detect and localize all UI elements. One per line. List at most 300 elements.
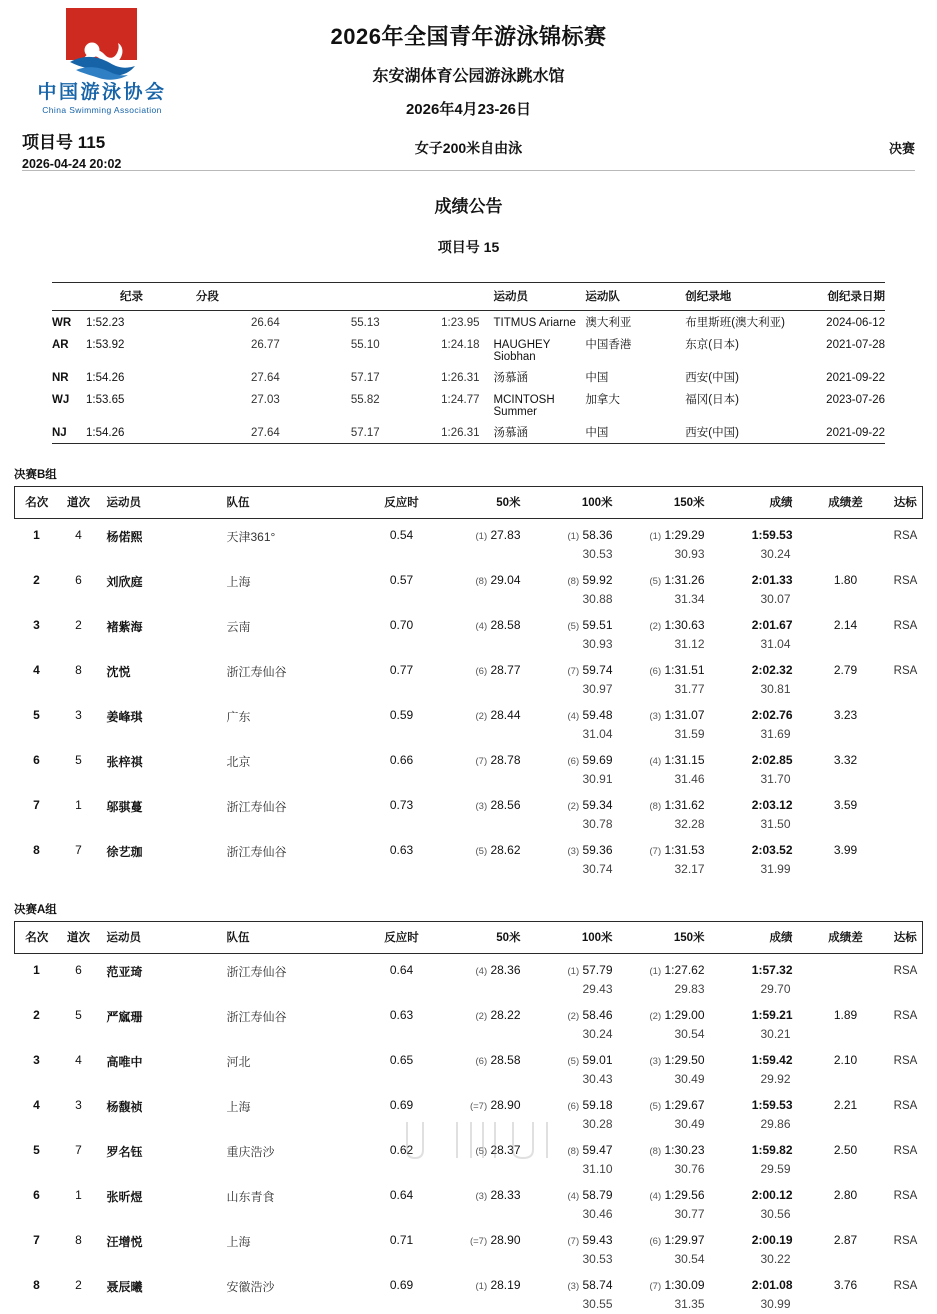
event-datetime: 2026-04-24 20:02 (22, 157, 121, 171)
result-split-100-position: (6) (568, 756, 580, 767)
result-lane: 1 (59, 789, 99, 815)
result-standard: RSA (889, 564, 923, 590)
table-row-splits (15, 1070, 923, 1089)
spacer-cell (889, 1115, 923, 1134)
result-split-150-position: (3) (650, 711, 662, 722)
result-split-100 (533, 834, 625, 860)
spacer-cell (803, 545, 889, 564)
result-split-150-value: 1:30.09 (661, 1278, 704, 1292)
result-lap-200: 31.99 (717, 860, 803, 879)
spacer-cell (445, 635, 533, 654)
spacer-cell (15, 1250, 59, 1269)
result-standard: RSA (889, 999, 923, 1025)
record-team: 中国 (585, 421, 685, 444)
result-lap-200: 30.07 (717, 590, 803, 609)
venue-name: 东安湖体育公园游泳跳水馆 (0, 63, 937, 86)
spacer-cell (15, 1205, 59, 1224)
result-standard: RSA (889, 1269, 923, 1295)
spacer-cell (889, 1070, 923, 1089)
result-final-time: 2:03.52 (717, 834, 803, 860)
notice-block (0, 192, 937, 257)
results-table-head (15, 487, 923, 519)
spacer-cell (99, 1250, 219, 1269)
results-col-standard: 达标 (889, 922, 923, 954)
spacer-cell (445, 770, 533, 789)
table-row (15, 654, 923, 680)
spacer-cell (359, 980, 445, 999)
result-standard: RSA (889, 1179, 923, 1205)
result-time-diff: 3.32 (803, 744, 889, 770)
result-final-time: 2:00.12 (717, 1179, 803, 1205)
result-rank: 8 (15, 1269, 59, 1295)
spacer-cell (99, 545, 219, 564)
result-split-150-value: 1:29.29 (661, 528, 704, 542)
results-table (14, 486, 923, 879)
result-split-100 (533, 789, 625, 815)
result-split-150 (625, 789, 717, 815)
result-split-50 (445, 744, 533, 770)
record-team: 加拿大 (585, 388, 685, 421)
spacer-cell (219, 590, 359, 609)
result-split-100-position: (8) (568, 576, 580, 587)
result-standard (889, 744, 923, 770)
result-time-diff (803, 954, 889, 981)
result-split-50-value: 28.58 (487, 1053, 520, 1067)
result-athlete: 沈悦 (99, 654, 219, 680)
result-split-50-position: (=7) (470, 1236, 487, 1247)
record-date: 2021-09-22 (785, 366, 885, 388)
spacer-cell (889, 980, 923, 999)
result-split-50 (445, 1044, 533, 1070)
table-row-splits (15, 1115, 923, 1134)
result-time-diff: 2.80 (803, 1179, 889, 1205)
records-row (52, 333, 885, 366)
result-lap-100: 30.88 (533, 590, 625, 609)
spacer-cell (99, 1115, 219, 1134)
spacer-cell (445, 980, 533, 999)
result-split-100-position: (7) (568, 666, 580, 677)
spacer-cell (803, 770, 889, 789)
result-lap-100: 30.53 (533, 1250, 625, 1269)
result-rank: 7 (15, 1224, 59, 1250)
result-reaction-time: 0.59 (359, 699, 445, 725)
record-split-50: 26.64 (186, 311, 286, 334)
result-lane: 8 (59, 654, 99, 680)
result-lap-200: 30.81 (717, 680, 803, 699)
result-split-100-value: 57.79 (579, 963, 612, 977)
spacer-cell (359, 1160, 445, 1179)
spacer-cell (445, 545, 533, 564)
records-col-key (52, 283, 86, 311)
spacer-cell (445, 590, 533, 609)
results-col-athlete: 运动员 (99, 922, 219, 954)
result-lap-150: 30.76 (625, 1160, 717, 1179)
spacer-cell (889, 770, 923, 789)
result-split-150 (625, 519, 717, 546)
result-lap-100: 30.43 (533, 1070, 625, 1089)
spacer-cell (359, 770, 445, 789)
spacer-cell (59, 1205, 99, 1224)
result-split-100-value: 58.74 (579, 1278, 612, 1292)
result-standard: RSA (889, 954, 923, 981)
result-lap-150: 31.77 (625, 680, 717, 699)
record-key: NR (52, 366, 86, 388)
result-split-50-value: 28.78 (487, 753, 520, 767)
spacer-cell (359, 725, 445, 744)
record-date: 2023-07-26 (785, 388, 885, 421)
result-split-50-value: 28.19 (487, 1278, 520, 1292)
document-header (0, 0, 937, 168)
spacer-cell (99, 1205, 219, 1224)
event-name: 女子200米自由泳 (0, 138, 937, 158)
result-final-time: 2:02.76 (717, 699, 803, 725)
result-time-diff: 2.79 (803, 654, 889, 680)
result-athlete: 张昕煜 (99, 1179, 219, 1205)
result-split-150-value: 1:31.62 (661, 798, 704, 812)
result-team: 上海 (219, 1224, 359, 1250)
result-split-150-position: (1) (650, 531, 662, 542)
result-lane: 5 (59, 999, 99, 1025)
result-team: 云南 (219, 609, 359, 635)
result-lap-100: 30.28 (533, 1115, 625, 1134)
result-reaction-time: 0.66 (359, 744, 445, 770)
result-standard (889, 834, 923, 860)
result-split-50-position: (3) (476, 801, 488, 812)
event-number: 项目号 115 (22, 128, 121, 153)
result-split-150-position: (2) (650, 1011, 662, 1022)
spacer-cell (59, 1295, 99, 1314)
result-split-50 (445, 1179, 533, 1205)
result-split-50-position: (=7) (470, 1101, 487, 1112)
record-key: AR (52, 333, 86, 366)
spacer-cell (15, 815, 59, 834)
table-row (15, 834, 923, 860)
spacer-cell (59, 1025, 99, 1044)
table-row-splits (15, 635, 923, 654)
result-standard: RSA (889, 1134, 923, 1160)
result-lap-150: 31.34 (625, 590, 717, 609)
result-split-150 (625, 699, 717, 725)
spacer-cell (359, 1115, 445, 1134)
result-lane: 3 (59, 1089, 99, 1115)
group-label: 决赛B组 (14, 466, 923, 482)
spacer-cell (15, 1115, 59, 1134)
spacer-cell (445, 1025, 533, 1044)
result-split-150 (625, 1269, 717, 1295)
spacer-cell (219, 1250, 359, 1269)
logo-english-name: China Swimming Association (22, 105, 182, 115)
spacer-cell (803, 680, 889, 699)
table-row (15, 1224, 923, 1250)
spacer-cell (803, 860, 889, 879)
record-athlete: MCINTOSH Summer (486, 388, 586, 421)
table-row-splits (15, 545, 923, 564)
records-table-body (52, 311, 885, 444)
result-lap-150: 32.28 (625, 815, 717, 834)
result-split-150-value: 1:30.23 (661, 1143, 704, 1157)
spacer-cell (889, 725, 923, 744)
result-split-50 (445, 699, 533, 725)
result-lane: 6 (59, 954, 99, 981)
result-athlete: 刘欣庭 (99, 564, 219, 590)
spacer-cell (219, 1160, 359, 1179)
results-col-m100: 100米 (533, 922, 625, 954)
result-standard (889, 699, 923, 725)
spacer-cell (15, 1070, 59, 1089)
result-split-150 (625, 564, 717, 590)
result-split-100 (533, 1224, 625, 1250)
result-lane: 4 (59, 1044, 99, 1070)
result-split-150-position: (1) (650, 966, 662, 977)
result-lap-100: 31.10 (533, 1160, 625, 1179)
spacer-cell (359, 680, 445, 699)
results-col-team: 队伍 (219, 922, 359, 954)
result-reaction-time: 0.64 (359, 954, 445, 981)
record-split-100: 57.17 (286, 421, 386, 444)
result-rank: 6 (15, 744, 59, 770)
result-athlete: 徐艺珈 (99, 834, 219, 860)
result-split-100-position: (4) (568, 1191, 580, 1202)
result-team: 天津361° (219, 519, 359, 546)
result-split-50-value: 28.77 (487, 663, 520, 677)
result-split-150-position: (6) (650, 666, 662, 677)
result-lap-100: 30.74 (533, 860, 625, 879)
result-split-150-position: (7) (650, 1281, 662, 1292)
result-lap-200: 29.86 (717, 1115, 803, 1134)
result-split-50-position: (5) (476, 1146, 488, 1157)
records-table-wrapper (52, 282, 885, 444)
result-split-150-value: 1:29.50 (661, 1053, 704, 1067)
records-col-record: 纪录 (86, 283, 186, 311)
spacer-cell (445, 1070, 533, 1089)
result-split-150-value: 1:27.62 (661, 963, 704, 977)
table-row (15, 519, 923, 546)
result-split-150-position: (5) (650, 1101, 662, 1112)
result-lane: 3 (59, 699, 99, 725)
result-split-100-value: 59.18 (579, 1098, 612, 1112)
spacer-cell (445, 815, 533, 834)
record-place: 西安(中国) (685, 421, 785, 444)
spacer-cell (445, 860, 533, 879)
spacer-cell (99, 860, 219, 879)
table-row-splits (15, 680, 923, 699)
spacer-cell (219, 1070, 359, 1089)
result-team: 上海 (219, 564, 359, 590)
table-row (15, 1179, 923, 1205)
spacer-cell (59, 1250, 99, 1269)
spacer-cell (803, 635, 889, 654)
result-athlete: 聂辰曦 (99, 1269, 219, 1295)
records-row (52, 311, 885, 334)
records-row (52, 421, 885, 444)
spacer-cell (219, 545, 359, 564)
result-lap-100: 31.04 (533, 725, 625, 744)
spacer-cell (219, 1205, 359, 1224)
result-time-diff: 1.80 (803, 564, 889, 590)
spacer-cell (15, 635, 59, 654)
record-time: 1:54.26 (86, 366, 186, 388)
result-split-100 (533, 564, 625, 590)
result-split-150 (625, 1044, 717, 1070)
results-col-diff: 成绩差 (803, 922, 889, 954)
result-split-50-value: 28.36 (487, 963, 520, 977)
result-split-50 (445, 954, 533, 981)
result-lap-200: 29.92 (717, 1070, 803, 1089)
result-split-100 (533, 999, 625, 1025)
spacer-cell (99, 1295, 219, 1314)
spacer-cell (803, 815, 889, 834)
results-col-reaction: 反应时 (359, 487, 445, 519)
spacer-cell (359, 590, 445, 609)
result-split-100-position: (5) (568, 1056, 580, 1067)
records-col-team: 运动队 (585, 283, 685, 311)
spacer-cell (15, 980, 59, 999)
result-split-100-position: (5) (568, 621, 580, 632)
spacer-cell (15, 1295, 59, 1314)
spacer-cell (889, 1250, 923, 1269)
result-lap-100: 30.24 (533, 1025, 625, 1044)
result-standard (889, 789, 923, 815)
result-final-time: 2:01.67 (717, 609, 803, 635)
result-lap-100: 30.91 (533, 770, 625, 789)
results-col-m50: 50米 (445, 487, 533, 519)
result-group (14, 901, 923, 1314)
federation-logo (22, 8, 182, 115)
result-reaction-time: 0.54 (359, 519, 445, 546)
table-row (15, 1089, 923, 1115)
record-split-100: 57.17 (286, 366, 386, 388)
spacer-cell (889, 1295, 923, 1314)
record-split-150: 1:23.95 (386, 311, 486, 334)
result-split-150 (625, 834, 717, 860)
result-split-50-value: 28.62 (487, 843, 520, 857)
table-row (15, 609, 923, 635)
records-row (52, 366, 885, 388)
result-split-150 (625, 609, 717, 635)
result-split-100-value: 59.43 (579, 1233, 612, 1247)
result-split-50-value: 28.90 (487, 1233, 520, 1247)
record-split-50: 27.64 (186, 421, 286, 444)
result-split-50 (445, 1269, 533, 1295)
result-team: 浙江寿仙谷 (219, 954, 359, 981)
result-athlete: 范亚琦 (99, 954, 219, 981)
result-split-100 (533, 609, 625, 635)
spacer-cell (359, 815, 445, 834)
result-rank: 7 (15, 789, 59, 815)
result-split-150-value: 1:29.56 (661, 1188, 704, 1202)
result-split-50 (445, 609, 533, 635)
result-rank: 1 (15, 954, 59, 981)
spacer-cell (15, 545, 59, 564)
table-row (15, 744, 923, 770)
table-row (15, 1134, 923, 1160)
result-split-50 (445, 519, 533, 546)
result-team: 浙江寿仙谷 (219, 654, 359, 680)
spacer-cell (59, 1070, 99, 1089)
spacer-cell (889, 590, 923, 609)
result-split-150 (625, 654, 717, 680)
result-split-50 (445, 789, 533, 815)
result-split-100-position: (3) (568, 846, 580, 857)
spacer-cell (889, 1025, 923, 1044)
spacer-cell (803, 1025, 889, 1044)
spacer-cell (59, 860, 99, 879)
result-split-150-position: (4) (650, 756, 662, 767)
result-split-100-position: (2) (568, 1011, 580, 1022)
result-split-50-position: (8) (476, 576, 488, 587)
result-final-time: 2:01.08 (717, 1269, 803, 1295)
result-split-50-value: 28.58 (487, 618, 520, 632)
result-split-100-position: (1) (568, 966, 580, 977)
notice-title: 成绩公告 (0, 192, 937, 217)
result-group (14, 466, 923, 879)
result-split-150-value: 1:31.53 (661, 843, 704, 857)
result-final-time: 1:59.53 (717, 519, 803, 546)
results-col-standard: 达标 (889, 487, 923, 519)
result-reaction-time: 0.73 (359, 789, 445, 815)
table-row (15, 1044, 923, 1070)
results-col-m150: 150米 (625, 922, 717, 954)
result-final-time: 1:59.53 (717, 1089, 803, 1115)
result-team: 北京 (219, 744, 359, 770)
result-split-150-value: 1:29.00 (661, 1008, 704, 1022)
result-split-100-position: (4) (568, 711, 580, 722)
results-col-lane: 道次 (59, 487, 99, 519)
table-row-splits (15, 590, 923, 609)
result-split-50-value: 28.37 (487, 1143, 520, 1157)
result-lane: 4 (59, 519, 99, 546)
result-lane: 2 (59, 609, 99, 635)
result-split-50 (445, 834, 533, 860)
record-team: 澳大利亚 (585, 311, 685, 334)
spacer-cell (59, 590, 99, 609)
result-split-150-position: (3) (650, 1056, 662, 1067)
result-split-100-position: (2) (568, 801, 580, 812)
results-table-head (15, 922, 923, 954)
spacer-cell (889, 635, 923, 654)
spacer-cell (803, 1250, 889, 1269)
result-split-50-position: (7) (476, 756, 488, 767)
record-date: 2024-06-12 (785, 311, 885, 334)
event-round: 决赛 (889, 138, 915, 157)
spacer-cell (99, 590, 219, 609)
result-split-100 (533, 1134, 625, 1160)
table-row-splits (15, 1160, 923, 1179)
spacer-cell (99, 1025, 219, 1044)
result-athlete: 褚紫海 (99, 609, 219, 635)
result-lap-200: 30.21 (717, 1025, 803, 1044)
result-team: 浙江寿仙谷 (219, 999, 359, 1025)
result-split-100 (533, 1089, 625, 1115)
result-reaction-time: 0.63 (359, 999, 445, 1025)
result-lap-200: 31.70 (717, 770, 803, 789)
table-row (15, 999, 923, 1025)
table-row (15, 954, 923, 981)
competition-title: 2026年全国青年游泳锦标赛 (0, 20, 937, 51)
record-time: 1:52.23 (86, 311, 186, 334)
spacer-cell (99, 1070, 219, 1089)
record-date: 2021-07-28 (785, 333, 885, 366)
result-lap-200: 31.04 (717, 635, 803, 654)
result-rank: 6 (15, 1179, 59, 1205)
spacer-cell (15, 860, 59, 879)
result-reaction-time: 0.71 (359, 1224, 445, 1250)
result-lap-150: 29.83 (625, 980, 717, 999)
result-split-100 (533, 699, 625, 725)
result-split-150-position: (8) (650, 1146, 662, 1157)
spacer-cell (889, 860, 923, 879)
result-split-100-value: 59.51 (579, 618, 612, 632)
